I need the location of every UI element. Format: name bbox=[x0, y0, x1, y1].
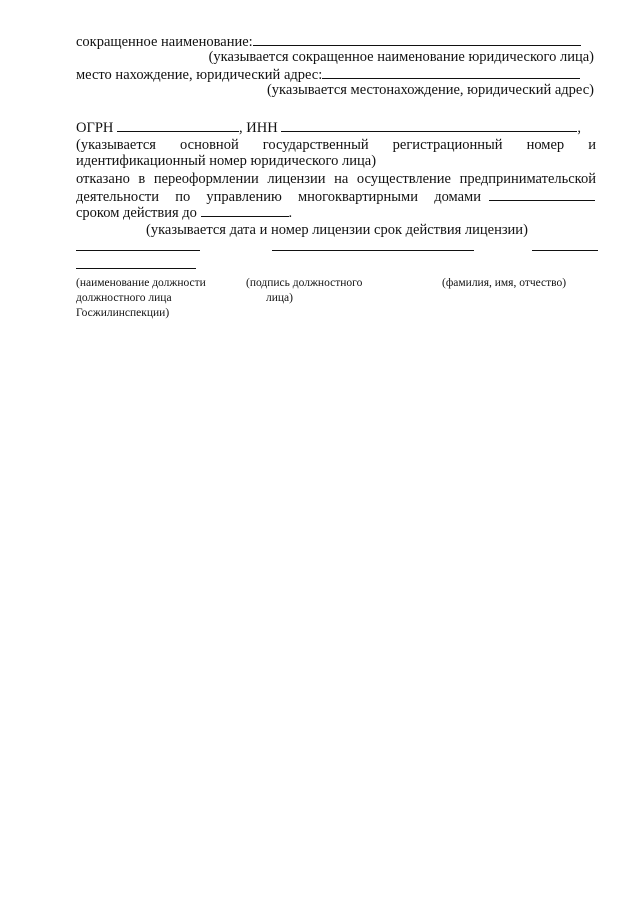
position-caption-line3: Госжилинспекции) bbox=[76, 307, 170, 319]
name-signature-line[interactable] bbox=[532, 250, 598, 251]
ogrn-inn-row: ОГРН , ИНН , bbox=[76, 120, 581, 136]
refusal-line2: деятельности по управлению многоквартирными домами bbox=[76, 189, 481, 205]
signature-line[interactable] bbox=[272, 250, 474, 251]
license-number-field[interactable] bbox=[489, 188, 595, 201]
signature-caption-line2: лица) bbox=[266, 292, 293, 304]
validity-row: сроком действия до . bbox=[76, 205, 293, 221]
position-signature-line-2[interactable] bbox=[76, 268, 196, 269]
address-field[interactable] bbox=[322, 66, 580, 79]
ogrn-field[interactable] bbox=[117, 119, 239, 132]
name-caption: (фамилия, имя, отчество) bbox=[442, 277, 567, 289]
short-name-field[interactable] bbox=[253, 33, 581, 46]
inn-label: , ИНН bbox=[239, 120, 278, 136]
ogrn-label: ОГРН bbox=[76, 120, 114, 136]
position-caption-line2: должностного лица bbox=[76, 292, 172, 304]
validity-date-field[interactable] bbox=[201, 204, 289, 217]
position-signature-line[interactable] bbox=[76, 250, 200, 251]
position-caption-line1: (наименование должности bbox=[76, 277, 206, 289]
signature-caption-line1: (подпись должностного bbox=[246, 277, 363, 289]
ogrn-hint-line2: идентификационный номер юридического лица) bbox=[76, 153, 377, 169]
inn-field[interactable] bbox=[281, 119, 577, 132]
address-label: место нахождение, юридический адрес: bbox=[76, 67, 323, 83]
address-hint: (указывается местонахождение, юридический адрес) bbox=[266, 82, 594, 98]
short-name-hint: (указывается сокращенное наименование юридического лица) bbox=[208, 49, 594, 65]
refusal-line1: отказано в переоформлении лицензии на осуществление предпринимательской bbox=[76, 171, 596, 187]
ogrn-hint-line1: (указывается основной государственный регистрационный номер и bbox=[76, 137, 596, 153]
validity-hint: (указывается дата и номер лицензии срок действия лицензии) bbox=[146, 222, 528, 238]
short-name-label: сокращенное наименование: bbox=[76, 34, 253, 50]
validity-label: сроком действия до bbox=[76, 205, 197, 221]
